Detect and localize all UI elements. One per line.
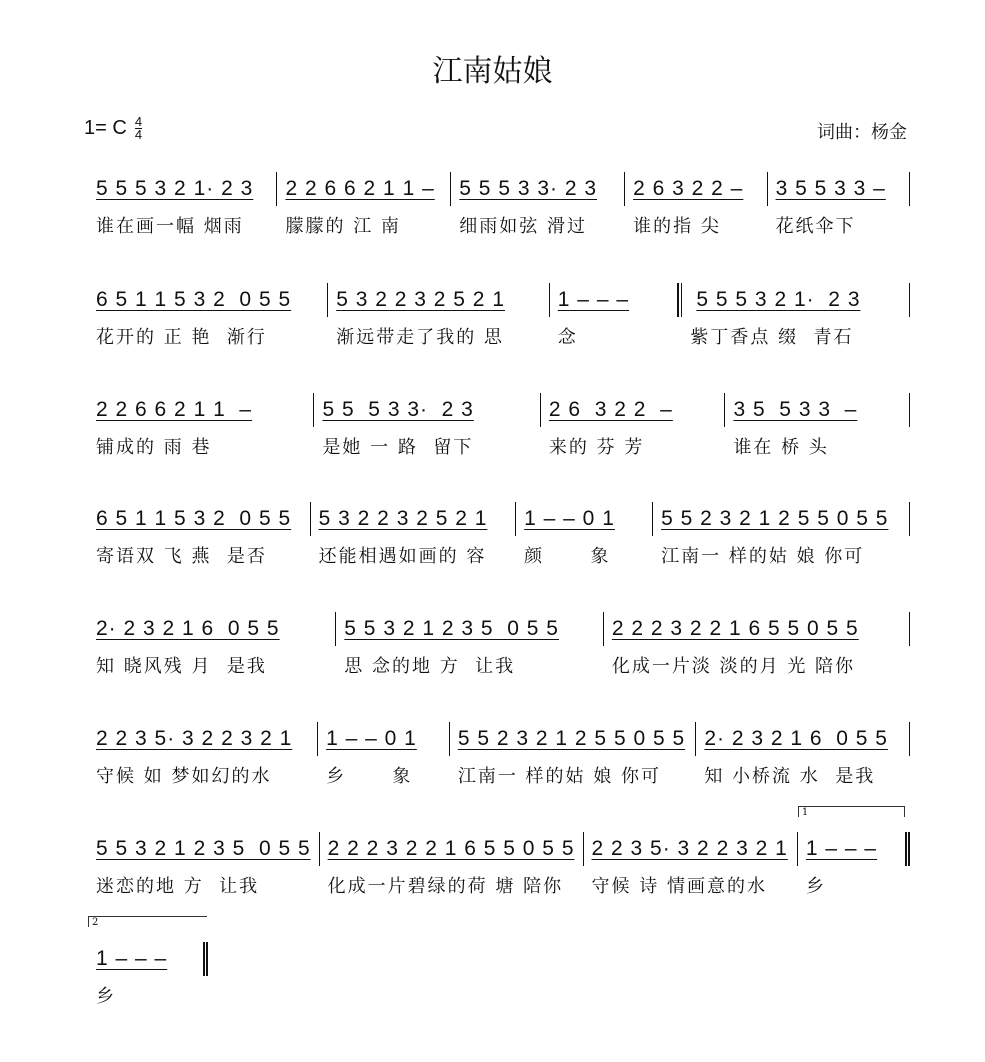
- measure-notes: 2 6 3 2 2 –: [633, 177, 744, 200]
- measure-lyrics: 思 念的地 方 让我: [344, 656, 516, 677]
- measure-notes: 2 2 6 6 2 1 1 –: [285, 177, 435, 200]
- measure: [88, 917, 208, 1007]
- measure-notes: 2 2 2 3 2 2 1 6 5 5 0 5 5: [327, 837, 575, 860]
- measure: [725, 393, 910, 458]
- volta-bracket: 1: [798, 806, 905, 817]
- measure-notes: 1 – – –: [96, 947, 168, 970]
- measure: [88, 612, 336, 677]
- measure-lyrics: 江南一 样的姑 娘 你可: [457, 766, 661, 787]
- measure-lyrics: 还能相遇如画的 容: [318, 546, 487, 567]
- measure-lyrics: 谁在 桥 头: [733, 437, 829, 458]
- measure-notes: 5 5 2 3 2 1 2 5 5 0 5 5: [661, 507, 889, 530]
- measure: [336, 612, 604, 677]
- measure-lyrics: 紫丁香点 缀 青石: [690, 327, 854, 348]
- measure-notes: 5 5 2 3 2 1 2 5 5 0 5 5: [457, 727, 686, 750]
- measure-lyrics: 谁在画一幅 烟雨: [96, 216, 244, 237]
- measure-lyrics: 朦朦的 江 南: [285, 216, 401, 237]
- measure-notes: 2· 2 3 2 1 6 0 5 5: [96, 617, 280, 640]
- measure: [277, 172, 451, 237]
- measure-lyrics: 化成一片碧绿的荷 塘 陪你: [327, 876, 564, 897]
- measure: [88, 832, 320, 897]
- measure: [318, 722, 450, 787]
- measure: [584, 832, 798, 897]
- measure-lyrics: 来的 芬 芳: [548, 437, 645, 458]
- measure-lyrics: 乡: [805, 876, 826, 897]
- score-line: [88, 722, 910, 794]
- score-line: [88, 283, 910, 355]
- measure: [653, 502, 910, 567]
- measure-lyrics: 花纸伞下: [775, 216, 856, 237]
- measure: [450, 722, 696, 787]
- measure-notes: 2 2 6 6 2 1 1 –: [96, 398, 253, 421]
- measure: [311, 502, 517, 567]
- measure: [541, 393, 726, 458]
- measure: [88, 722, 318, 787]
- measure-lyrics: 渐远带走了我的 思: [336, 327, 504, 348]
- measure-notes: 5 5 3 2 1 2 3 5 0 5 5: [344, 617, 559, 640]
- measure: [451, 172, 625, 237]
- score-line: [88, 612, 910, 684]
- measure: [768, 172, 910, 237]
- measure: [314, 393, 540, 458]
- measure: [320, 832, 584, 897]
- key-signature: [84, 116, 142, 141]
- time-signature: [135, 116, 142, 141]
- measure-notes: 1 – – –: [557, 288, 630, 311]
- time-signature-bottom: 4: [134, 127, 143, 142]
- measure-notes: 5 5 3 2 1 2 3 5 0 5 5: [96, 837, 311, 860]
- measure-notes: 3 5 5 3 3 –: [775, 177, 886, 200]
- time-signature-top: 4: [134, 114, 143, 129]
- measure-lyrics: 铺成的 雨 巷: [96, 437, 212, 458]
- measure-lyrics: 颜 象: [524, 546, 611, 567]
- measure: [798, 807, 910, 897]
- measure-notes: 6 5 1 1 5 3 2 0 5 5: [96, 288, 292, 311]
- measure: [550, 283, 679, 348]
- score-line: [88, 917, 208, 1014]
- measure-notes: 2· 2 3 2 1 6 0 5 5: [704, 727, 888, 750]
- measure: [604, 612, 910, 677]
- measure-lyrics: 江南一 样的姑 娘 你可: [661, 546, 865, 567]
- measure: [88, 283, 328, 348]
- measure-lyrics: 知 小桥流 水 是我: [704, 766, 876, 787]
- score-title: 江南姑娘: [432, 54, 553, 89]
- measure-notes: 1 – – 0 1: [326, 727, 417, 750]
- measure-notes: 5 5 5 3 2 1· 2 3: [96, 177, 254, 200]
- measure-notes: 6 5 1 1 5 3 2 0 5 5: [96, 507, 292, 530]
- measure-lyrics: 乡: [96, 986, 116, 1007]
- score-line: [88, 172, 910, 244]
- score-line: [88, 393, 910, 465]
- measure-lyrics: 知 晓风残 月 是我: [96, 656, 267, 677]
- measure-lyrics: 迷恋的地 方 让我: [96, 876, 260, 897]
- measure: [696, 722, 910, 787]
- measure-lyrics: 谁的指 尖: [633, 216, 721, 237]
- score-line: [88, 502, 910, 574]
- volta-bracket: 2: [88, 916, 207, 927]
- measure-notes: 5 3 2 2 3 2 5 2 1: [318, 507, 488, 530]
- measure-notes: 5 3 2 2 3 2 5 2 1: [336, 288, 505, 311]
- measure-lyrics: 花开的 正 艳 渐行: [96, 327, 267, 348]
- measure: [328, 283, 550, 348]
- measure-lyrics: 化成一片淡 淡的月 光 陪你: [611, 656, 856, 677]
- measure-notes: 2 6 3 2 2 –: [548, 398, 673, 421]
- measure-lyrics: 念: [557, 327, 578, 348]
- measure-notes: 2 2 3 5· 3 2 2 3 2 1: [96, 727, 293, 750]
- measure-notes: 1 – – 0 1: [524, 507, 615, 530]
- measure-lyrics: 是她 一 路 留下: [322, 437, 474, 458]
- composer-credit: 词曲：杨金: [817, 122, 907, 143]
- measure: [88, 172, 277, 237]
- measure-lyrics: 寄语双 飞 燕 是否: [96, 546, 267, 567]
- measure-notes: 5 5 5 3 2 1· 2 3: [696, 288, 861, 311]
- measure-notes: 2 2 2 3 2 2 1 6 5 5 0 5 5: [611, 617, 859, 640]
- measure-notes: 5 5 5 3 3· 2 3: [322, 398, 474, 421]
- measure: [625, 172, 767, 237]
- measure-lyrics: 守候 如 梦如幻的水: [96, 766, 272, 787]
- key-label: 1= C: [84, 117, 127, 139]
- measure-notes: 2 2 3 5· 3 2 2 3 2 1: [591, 837, 788, 860]
- measure-lyrics: 守候 诗 情画意的水: [591, 876, 767, 897]
- score-line: [88, 807, 910, 904]
- measure-notes: 5 5 5 3 3· 2 3: [459, 177, 598, 200]
- measure: [678, 283, 910, 348]
- measure: [88, 393, 314, 458]
- measure-lyrics: 细雨如弦 滑过: [459, 216, 588, 237]
- measure-notes: 1 – – –: [805, 837, 878, 860]
- measure: [88, 502, 311, 567]
- measure: [516, 502, 653, 567]
- measure-lyrics: 乡 象: [326, 766, 413, 787]
- measure-notes: 3 5 5 3 3 –: [733, 398, 858, 421]
